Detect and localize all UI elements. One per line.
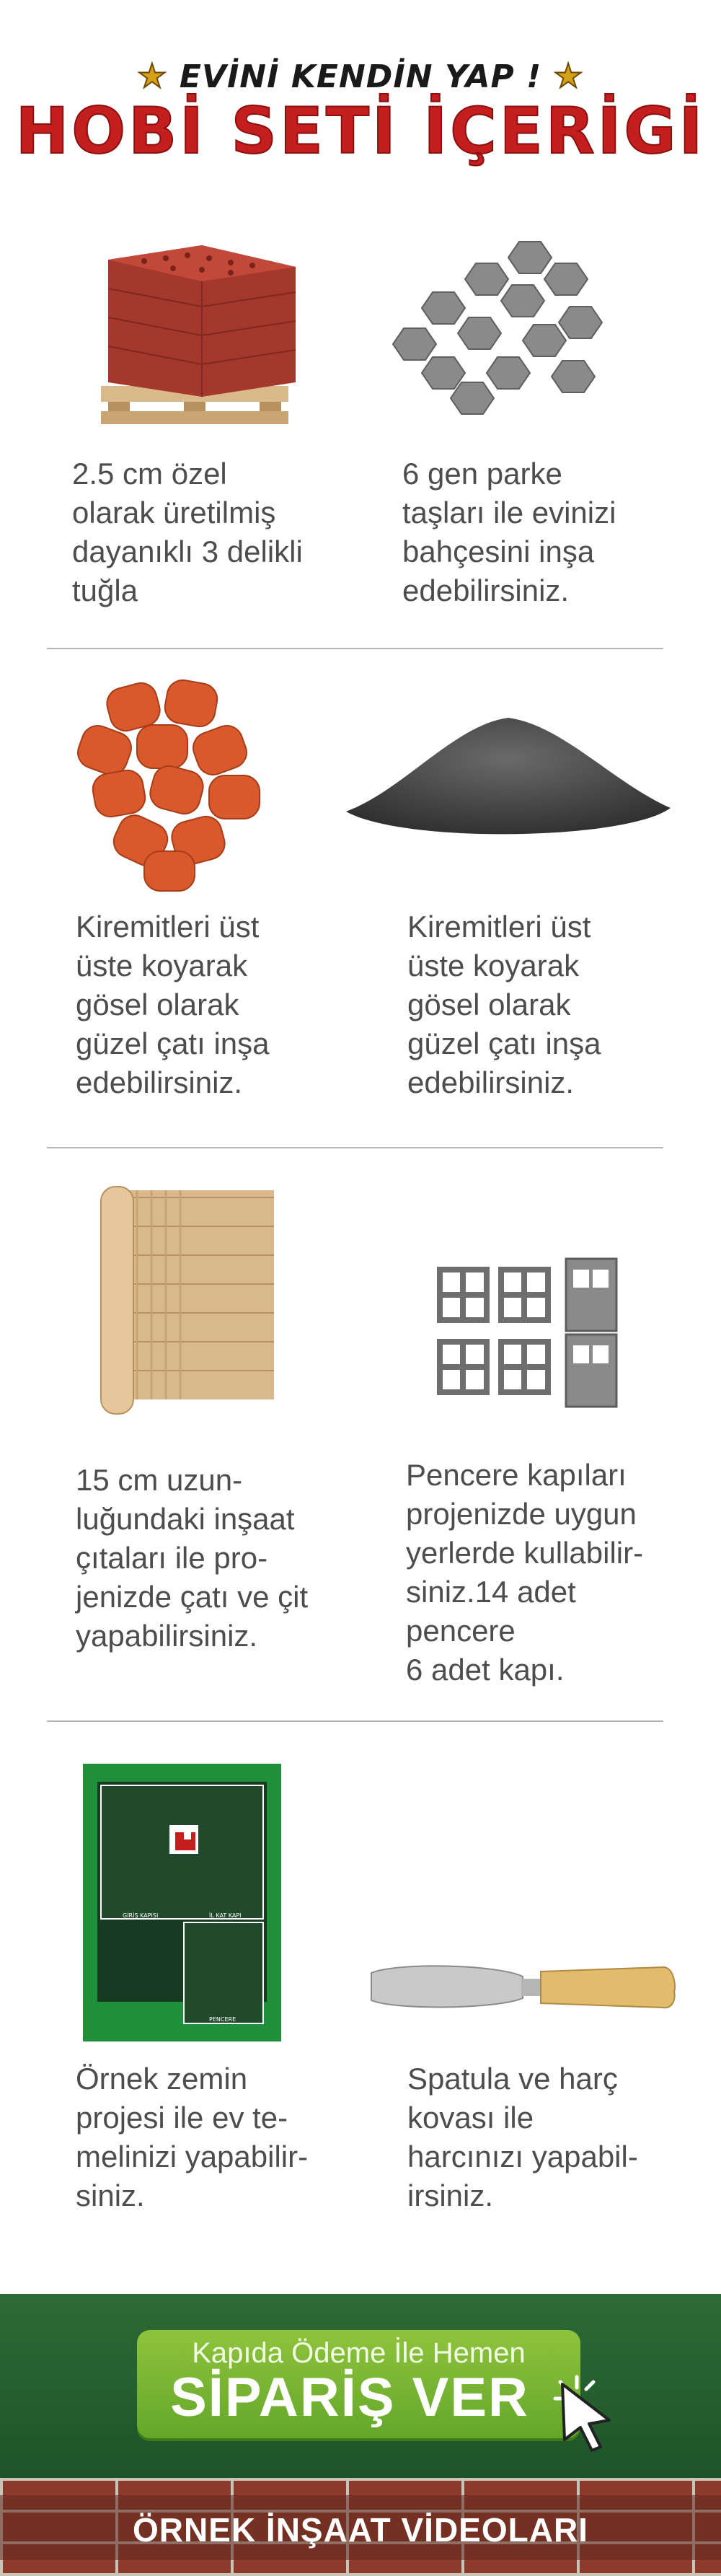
plan-label: İL KAT KAPI — [209, 1912, 242, 1919]
order-button-subtitle: Kapıda Ödeme İle Hemen — [192, 2337, 526, 2369]
cement-pile-image — [339, 703, 678, 862]
star-icon: ★ — [137, 56, 168, 95]
order-button-label: SİPARİŞ VER — [170, 2367, 529, 2428]
header — [0, 0, 721, 195]
divider — [47, 1147, 663, 1148]
plan-label: PENCERE — [209, 2016, 236, 2023]
divider — [47, 1720, 663, 1722]
item-caption: 6 gen parke taşları ile evinizi bahçesini inşa edebilirsiniz. — [402, 457, 616, 607]
brick-pallet-image — [87, 238, 303, 433]
videos-banner[interactable] — [0, 2478, 721, 2576]
item-caption: Spatula ve harç kovası ile harcınızı yapabil- irsiniz. — [407, 2062, 638, 2212]
item-caption: Kiremitleri üst üste koyarak gösel olarak güzel çatı inşa edebilirsiniz. — [76, 910, 270, 1099]
plan-label: GİRİŞ KAPISI — [123, 1912, 159, 1919]
subtitle-text: EVİNİ KENDİN YAP ! — [179, 58, 542, 95]
hexagon-paver-image — [389, 234, 613, 418]
order-button[interactable] — [137, 2330, 580, 2438]
star-icon: ★ — [553, 56, 584, 95]
item-caption: Kiremitleri üst üste koyarak gösel olarak güzel çatı inşa edebilirsiniz. — [407, 910, 601, 1099]
header-subtitle — [0, 56, 721, 95]
page-title: HOBİ SETİ İÇERİGİ — [15, 94, 706, 168]
order-section — [0, 2294, 721, 2478]
item-caption: 15 cm uzun- luğundaki inşaat çıtaları ile pro- jenizde çatı ve çit yapabilirsiniz. — [76, 1463, 309, 1653]
item-caption: Pencere kapıları projenizde uygun yerlerde kullabilir- siniz.14 adet pencere 6 adet kapı. — [406, 1458, 644, 1687]
floor-plan-image — [83, 1764, 281, 2041]
item-caption: 2.5 cm özel olarak üretilmiş dayanıklı 3 delikli tuğla — [72, 457, 303, 607]
item-caption: Örnek zemin projesi ile ev te- melinizi yapabilir- siniz. — [76, 2062, 309, 2212]
roof-tile-image — [65, 671, 288, 898]
window-door-image — [433, 1255, 627, 1410]
divider — [47, 648, 663, 649]
videos-banner-label: ÖRNEK İNŞAAT VİDEOLARI — [133, 2511, 588, 2549]
wood-sticks-image — [87, 1183, 281, 1417]
cursor-icon — [559, 2381, 616, 2456]
spatula-image — [368, 1959, 678, 2016]
